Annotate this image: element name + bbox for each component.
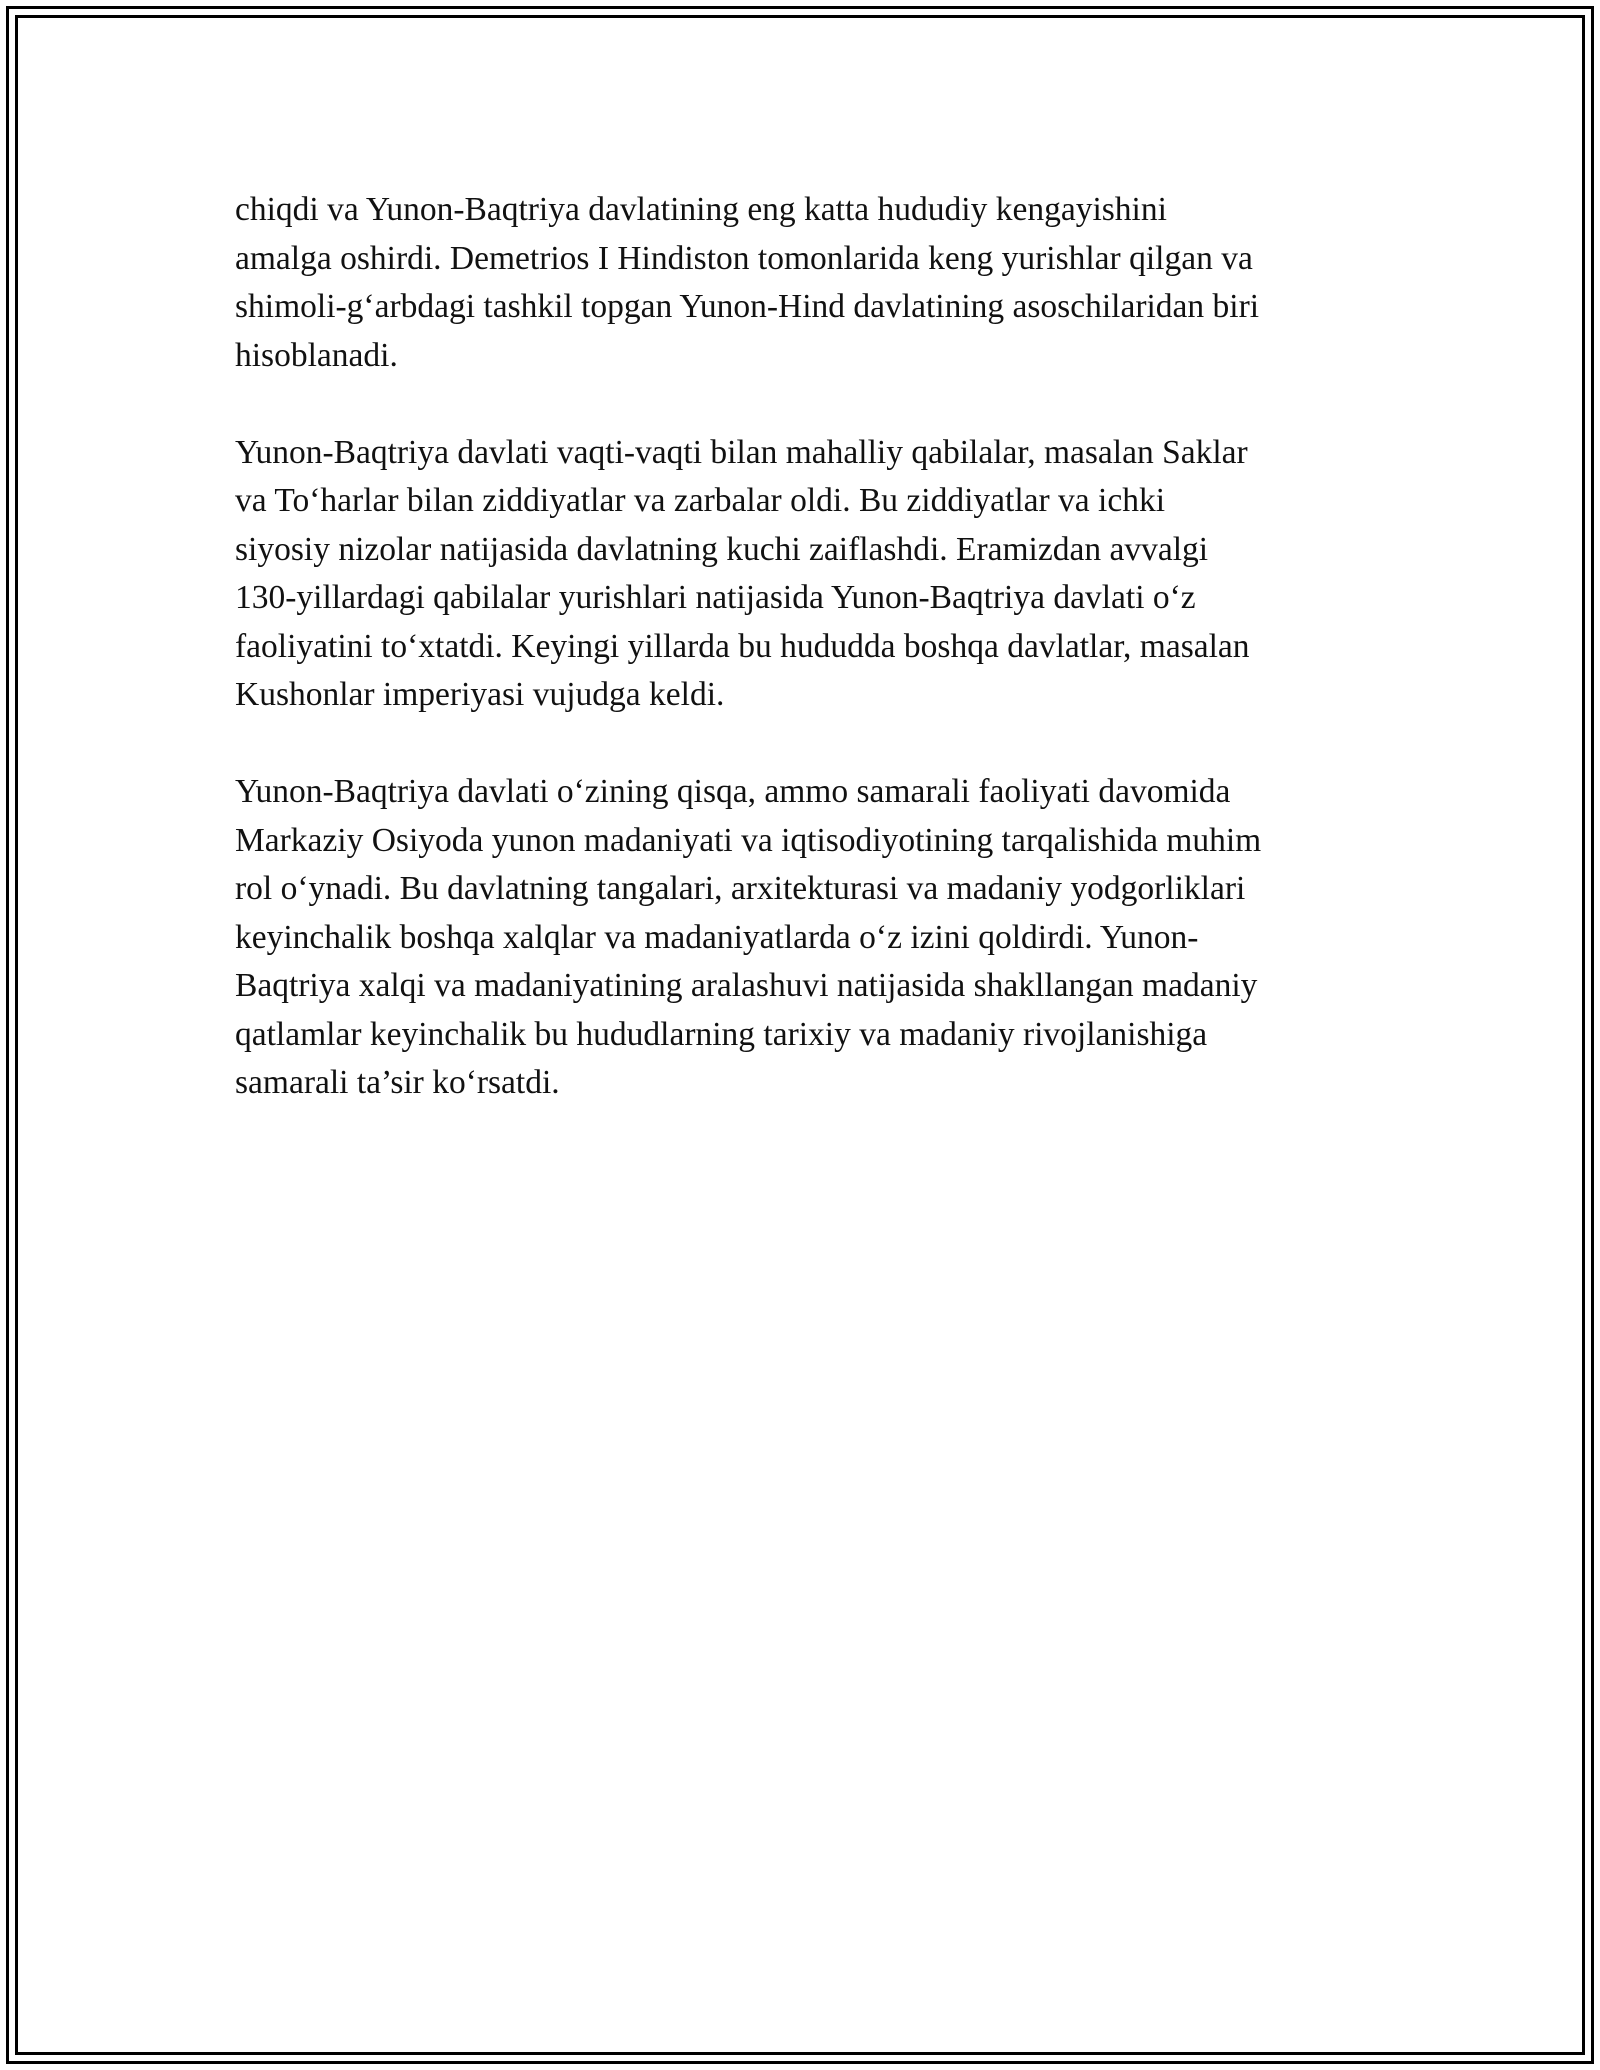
text-line: siyosiy nizolar natijasida davlatning kuchi zaiflashdi. Eramizdan avvalgi [235,530,1209,568]
text-line: samarali ta’sir ko‘rsatdi. [235,1064,560,1101]
text-line: hisoblanadi. [235,336,398,374]
text-line: amalga oshirdi. Demetrios I Hindiston tomonlarida keng yurishlar qilgan va [235,239,1253,277]
text-line: Kushonlar imperiyasi vujudga keldi. [235,676,725,713]
text-line: shimoli-g‘arbdagi tashkil topgan Yunon-Hind davlatining asoschilaridan biri [235,288,1260,325]
text-line: keyinchalik boshqa xalqlar va madaniyatlarda o‘z izini qoldirdi. Yunon- [235,918,1199,956]
text-line: 130-yillardagi qabilalar yurishlari natijasida Yunon-Baqtriya davlati o‘z [235,579,1196,616]
text-line: Yunon-Baqtriya davlati o‘zining qisqa, ammo samarali faoliyati davomida [235,773,1231,810]
text-line: va To‘harlar bilan ziddiyatlar va zarbalar oldi. Bu ziddiyatlar va ichki [235,482,1166,519]
document-body [235,186,1370,1156]
text-line: Yunon-Baqtriya davlati vaqti-vaqti bilan mahalliy qabilalar, masalan Saklar [235,433,1248,471]
text-line: Baqtriya xalqi va madaniyatining aralashuvi natijasida shakllangan madaniy [235,967,1258,1004]
paragraph-3 [235,768,1370,1108]
paragraph-1 [235,186,1370,380]
text-line: chiqdi va Yunon-Baqtriya davlatining eng katta hududiy kengayishini [235,191,1167,228]
text-line: faoliyatini to‘xtatdi. Keyingi yillarda bu hududda boshqa davlatlar, masalan [235,627,1250,665]
text-line: qatlamlar keyinchalik bu hududlarning tarixiy va madaniy rivojlanishiga [235,1015,1208,1053]
paragraph-2 [235,429,1370,720]
text-line: rol o‘ynadi. Bu davlatning tangalari, arxitekturasi va madaniy yodgorliklari [235,870,1246,907]
text-line: Markaziy Osiyoda yunon madaniyati va iqtisodiyotining tarqalishida muhim [235,821,1262,859]
